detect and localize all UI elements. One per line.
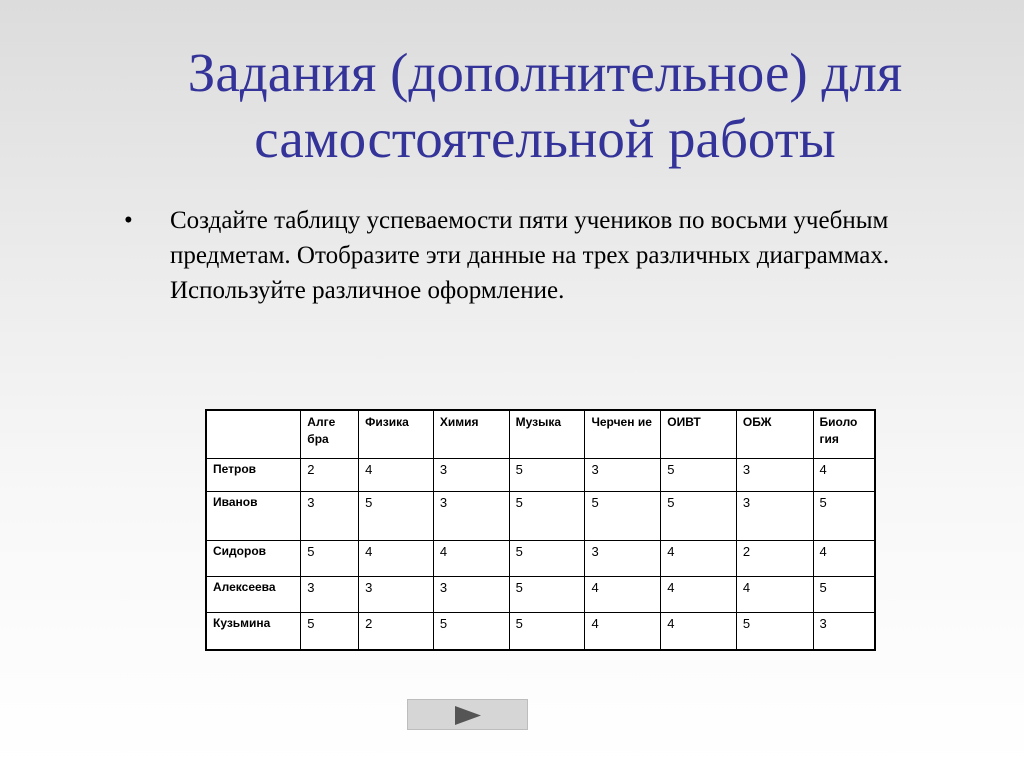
- grade-cell: 2: [359, 612, 434, 650]
- subject-header: ОБЖ: [736, 410, 813, 458]
- student-name: Кузьмина: [206, 612, 301, 650]
- grade-cell: 5: [813, 491, 875, 540]
- table-row: [206, 612, 875, 650]
- grade-cell: 3: [736, 491, 813, 540]
- grade-cell: 3: [301, 491, 359, 540]
- grade-cell: 4: [585, 576, 661, 612]
- grades-table: [205, 409, 876, 651]
- student-name: Иванов: [206, 491, 301, 540]
- grade-cell: 5: [661, 491, 737, 540]
- grade-cell: 5: [509, 491, 585, 540]
- grade-cell: 5: [509, 576, 585, 612]
- grade-cell: 4: [736, 576, 813, 612]
- grade-cell: 4: [813, 540, 875, 576]
- table-row: [206, 458, 875, 491]
- subject-header: Физика: [359, 410, 434, 458]
- grade-cell: 5: [736, 612, 813, 650]
- grade-cell: 5: [661, 458, 737, 491]
- grade-cell: 3: [736, 458, 813, 491]
- table-row: [206, 491, 875, 540]
- task-bullet: [124, 203, 924, 308]
- grade-cell: 4: [661, 576, 737, 612]
- grade-cell: 5: [301, 612, 359, 650]
- table-header-row: [206, 410, 875, 458]
- table-row: [206, 540, 875, 576]
- play-triangle-icon: [455, 706, 481, 725]
- bullet-marker: •: [124, 207, 133, 234]
- grade-cell: 3: [433, 576, 509, 612]
- grade-cell: 4: [813, 458, 875, 491]
- task-text: Создайте таблицу успеваемости пяти учеников по восьми учебным предметам. Отобразите эти данные на трех различных диаграммах. Используйте различное оформление.: [170, 207, 890, 304]
- subject-header: Музыка: [509, 410, 585, 458]
- student-name: Петров: [206, 458, 301, 491]
- grade-cell: 3: [433, 491, 509, 540]
- grade-cell: 4: [661, 540, 737, 576]
- grade-cell: 3: [585, 458, 661, 491]
- grade-cell: 5: [509, 458, 585, 491]
- subject-header: Химия: [433, 410, 509, 458]
- grade-cell: 4: [585, 612, 661, 650]
- grade-cell: 3: [301, 576, 359, 612]
- subject-header: Биоло гия: [813, 410, 875, 458]
- grade-cell: 2: [301, 458, 359, 491]
- subject-header: ОИВТ: [661, 410, 737, 458]
- table-corner-cell: [206, 410, 301, 458]
- subject-header: Черчен ие: [585, 410, 661, 458]
- slide-title: Задания (дополнительное) для самостоятельной работы: [187, 42, 903, 169]
- student-name: Алексеева: [206, 576, 301, 612]
- student-name: Сидоров: [206, 540, 301, 576]
- grade-cell: 3: [359, 576, 434, 612]
- grade-cell: 5: [509, 612, 585, 650]
- grade-cell: 5: [585, 491, 661, 540]
- grade-cell: 3: [585, 540, 661, 576]
- next-slide-button[interactable]: [407, 699, 528, 730]
- grade-cell: 5: [813, 576, 875, 612]
- grade-cell: 5: [509, 540, 585, 576]
- grade-cell: 5: [359, 491, 434, 540]
- grade-cell: 4: [359, 458, 434, 491]
- grade-cell: 3: [433, 458, 509, 491]
- grade-cell: 5: [301, 540, 359, 576]
- grade-cell: 4: [359, 540, 434, 576]
- grade-cell: 4: [661, 612, 737, 650]
- grade-cell: 3: [813, 612, 875, 650]
- grade-cell: 2: [736, 540, 813, 576]
- table-row: [206, 576, 875, 612]
- subject-header: Алге бра: [301, 410, 359, 458]
- grade-cell: 4: [433, 540, 509, 576]
- grade-cell: 5: [433, 612, 509, 650]
